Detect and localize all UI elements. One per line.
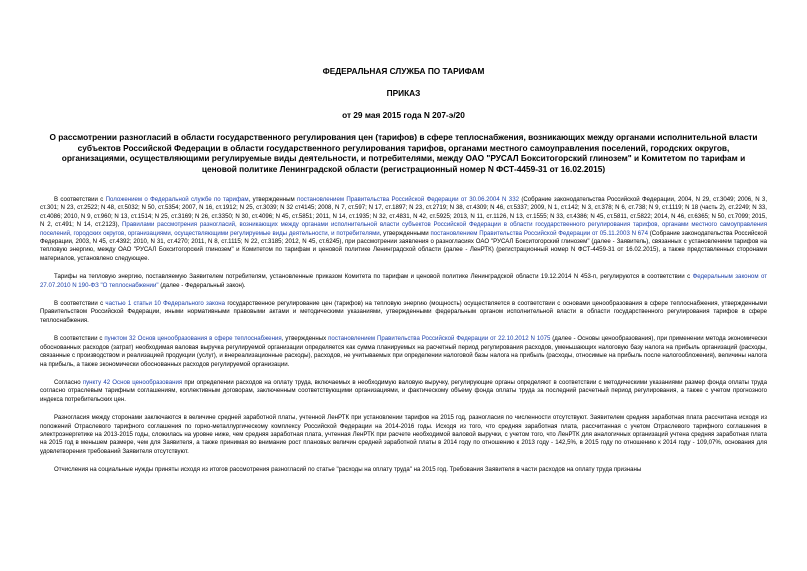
act-date-number: от 29 мая 2015 года N 207-э/20 bbox=[342, 110, 465, 120]
text: государственное регулирование цен (тарифов) на тепловую энергию (мощность) осуществляется в соответствии с основами ценообразования в сфере теплоснабжения, утвержденными Правительством Российской Федерации, иными нормативными правовыми актами и методическими указаниями, утвержденными федеральным органом исполнительной власти в области государственного регулирования тарифов в сфере теплоснабжения. bbox=[40, 300, 768, 324]
paragraph-6 bbox=[40, 414, 767, 456]
link-disagreement-rules[interactable]: Правилами рассмотрения разногласий, возникающих между органами исполнительной власти субъектов Российской Федерации в области государственного регулирования тарифов, органами местного самоуправления поселений, городских округов, организациями, осуществляющими регулируемые виды деятельности, и потребителями bbox=[40, 221, 767, 237]
paragraph-3 bbox=[40, 300, 767, 325]
text: В соответствии с bbox=[54, 300, 106, 308]
link-article-10-part-1[interactable]: частью 1 статьи 10 Федерального закона bbox=[105, 300, 226, 308]
link-fts-regulation[interactable]: Положением о Федеральной службе по тарифам bbox=[105, 196, 249, 203]
paragraph-1 bbox=[40, 196, 767, 263]
text: , утвержденным bbox=[248, 196, 298, 203]
text: , утвержденными bbox=[379, 229, 431, 237]
link-pricing-basics-item-32[interactable]: пунктом 32 Основ ценообразования в сфере теплоснабжения bbox=[104, 335, 282, 343]
link-resolution-674[interactable]: постановлением Правительства Российской Федерации от 05.11.2003 N 674 bbox=[430, 229, 648, 237]
text: (Собрание законодательства Российской Федерации, 2003, N 45, ст.4392; 2010, N 31, ст.4270; 2011, N 8, ст.1115; N 22, ст.3185; 2012, N 45, ст.6245), при рассмотрении заявления о разногласиях ОАО "РУСАЛ Бокситогорский глинозем" (далее - Заявитель), связанных с установлением тарифов на тепловую энергию, между ОАО "РУСАЛ Бокситогорский глинозем" и Комитетом по тарифам и ценовой политике Ленинградской области (далее - ЛенРТК) (регистрационный номер N ФСТ-4459-31 от 16.02.2015), а также представленных сторонами материалов, установлено следующее. bbox=[40, 229, 767, 262]
text: Разногласия между сторонами заключаются в величине средней заработной платы, учтенной ЛенРТК при установлении тарифов на 2015 год, разногласия по численности отсутствуют. Заявителем средняя заработная плата рассчитана исходя из положений Отраслевого тарифного соглашения по горно-металлургическому комплексу Российской Федерации на 2014-2016 годы. Исходя из того, что средняя заработная плата, рассчитанная с учетом Отраслевого тарифного соглашения в электроэнергетике на 2013-2015 годы, сложилась на уровне ниже, чем средняя заработная плата, учтенная ЛенРТК при расчете необходимой валовой выручки, с учетом того, что ЛенРТК для аналогичных организаций учтена средняя заработная плата на 2015 год в меньшем размере, чем для Заявителя, а также принимая во внимание рост плановых величин средней заработной платы в 2014 году по отношению к 2013 году - 142,5%, в 2015 году по отношению к 2014 году - 109,07%, основания для удовлетворения требований Заявителя отсутствуют. bbox=[40, 414, 767, 455]
paragraph-5 bbox=[40, 379, 767, 404]
text: , утвержденных bbox=[281, 335, 329, 343]
link-resolution-332[interactable]: постановлением Правительства Российской Федерации от 30.06.2004 N 332 bbox=[297, 196, 519, 203]
text: (Собрание законодательства Российской Федерации, 2004, N 29, ст.3049; 2006, N 3, ст.301; N 23, ст.2522; N 48, ст.5032; N 50, ст.5354; 2007, N 16, ст.1912; N 25, ст.3039; N 32 ст4145; 2008, N 7, ст.597; N 17, ст.1897; N 23, ст.2719; N 38, ст.4309; N 46, ст.5337; 2009, N 1, ст.142; N 3, ст.378; N 6, ст.738; N 9, ст.1119; N 18 (часть 2), ст.2249; N 33, ст.4086; 2010, N 9, ст.960; N 13, ст.1514; N 25, ст.3169; N 26, ст.3350; N 30, ст.4096; N 45, ст.5851; 2011, N 14, ст.1935; N 32, ст.4831, N 42, ст.5925; 2013, N 11, ст.1126, N 13, ст.1555; N 33, ст.4386; N 45, ст.5811, ст.5822; 2014, N 46, ст.6365; N 50, ст.7099; 2015, N 2, ст.491; N 14, ст.2123), bbox=[40, 196, 768, 229]
text: (далее - Основы ценообразования), при применении метода экономически обоснованных расходов (затрат) необходимая валовая выручка регулируемой организации определяется как сумма планируемых на расчетный период регулирования расходов, уменьшающих налоговую базу налога на прибыль организаций (расходы, связанные с производством и реализацией продукции (услуг), и внереализационные расходы), расходов, не учитываемых при определении налоговой базы налога на прибыль (расходы, относимые на прибыль после налогообложения), величины налога на прибыль, а также экономически обоснованных расходов регулируемой организации. bbox=[40, 335, 767, 368]
document-title: О рассмотрении разногласий в области государственного регулирования цен (тарифов) в сфере теплоснабжения, возникающих между органами исполнительной власти субъектов Российской Федерации в области государственного регулирования тарифов, органами местного самоуправления поселений, городских округов, организациями, осуществляющими регулируемые виды деятельности, и потребителями, между ОАО "РУСАЛ Бокситогорский глинозем" и Комитетом по тарифам и ценовой политике Ленинградской области (регистрационный номер N ФСТ-4459-31 от 16.02.2015) bbox=[49, 132, 758, 174]
paragraph-2 bbox=[40, 273, 767, 290]
link-resolution-1075[interactable]: постановлением Правительства Российской Федерации от 22.10.2012 N 1075 bbox=[328, 335, 551, 343]
link-pricing-basics-item-42[interactable]: пункту 42 Основ ценообразования bbox=[82, 378, 183, 386]
act-type: ПРИКАЗ bbox=[386, 88, 421, 98]
text: (далее - Федеральный закон). bbox=[158, 281, 246, 289]
paragraph-7 bbox=[40, 466, 767, 474]
text: В соответствии с bbox=[54, 196, 106, 203]
paragraph-4 bbox=[40, 335, 767, 369]
text: В соответствии с bbox=[54, 335, 105, 343]
issuing-agency: ФЕДЕРАЛЬНАЯ СЛУЖБА ПО ТАРИФАМ bbox=[322, 66, 485, 76]
link-federal-law-190[interactable]: Федеральным законом от 27.07.2010 N 190-ФЗ "О теплоснабжении" bbox=[40, 273, 767, 289]
text: Отчисления на социальные нужды приняты исходя из итогов рассмотрения разногласий по статье "расходы на оплату труда" на 2015 год. Требования Заявителя в части расходов на оплату труда признаны bbox=[54, 466, 642, 474]
text: Согласно bbox=[54, 378, 83, 386]
text: при определении расходов на оплату труда, включаемых в необходимую валовую выручку, регулирующие органы определяют в соответствии с методическими указаниями размер фонда оплаты труда согласно отраслевым тарифным соглашениям, коллективным договорам, заключенным соответствующими организациями, и фактическому объему фонда оплаты труда за последний расчетный период регулирования, а также с учетом прогнозного индекса потребительских цен. bbox=[40, 378, 768, 403]
text: Тарифы на тепловую энергию, поставляемую Заявителем потребителям, установленные приказом Комитета по тарифам и ценовой политике Ленинградской области 19.12.2014 N 453-п, регулируются в соответствии с bbox=[54, 273, 693, 281]
